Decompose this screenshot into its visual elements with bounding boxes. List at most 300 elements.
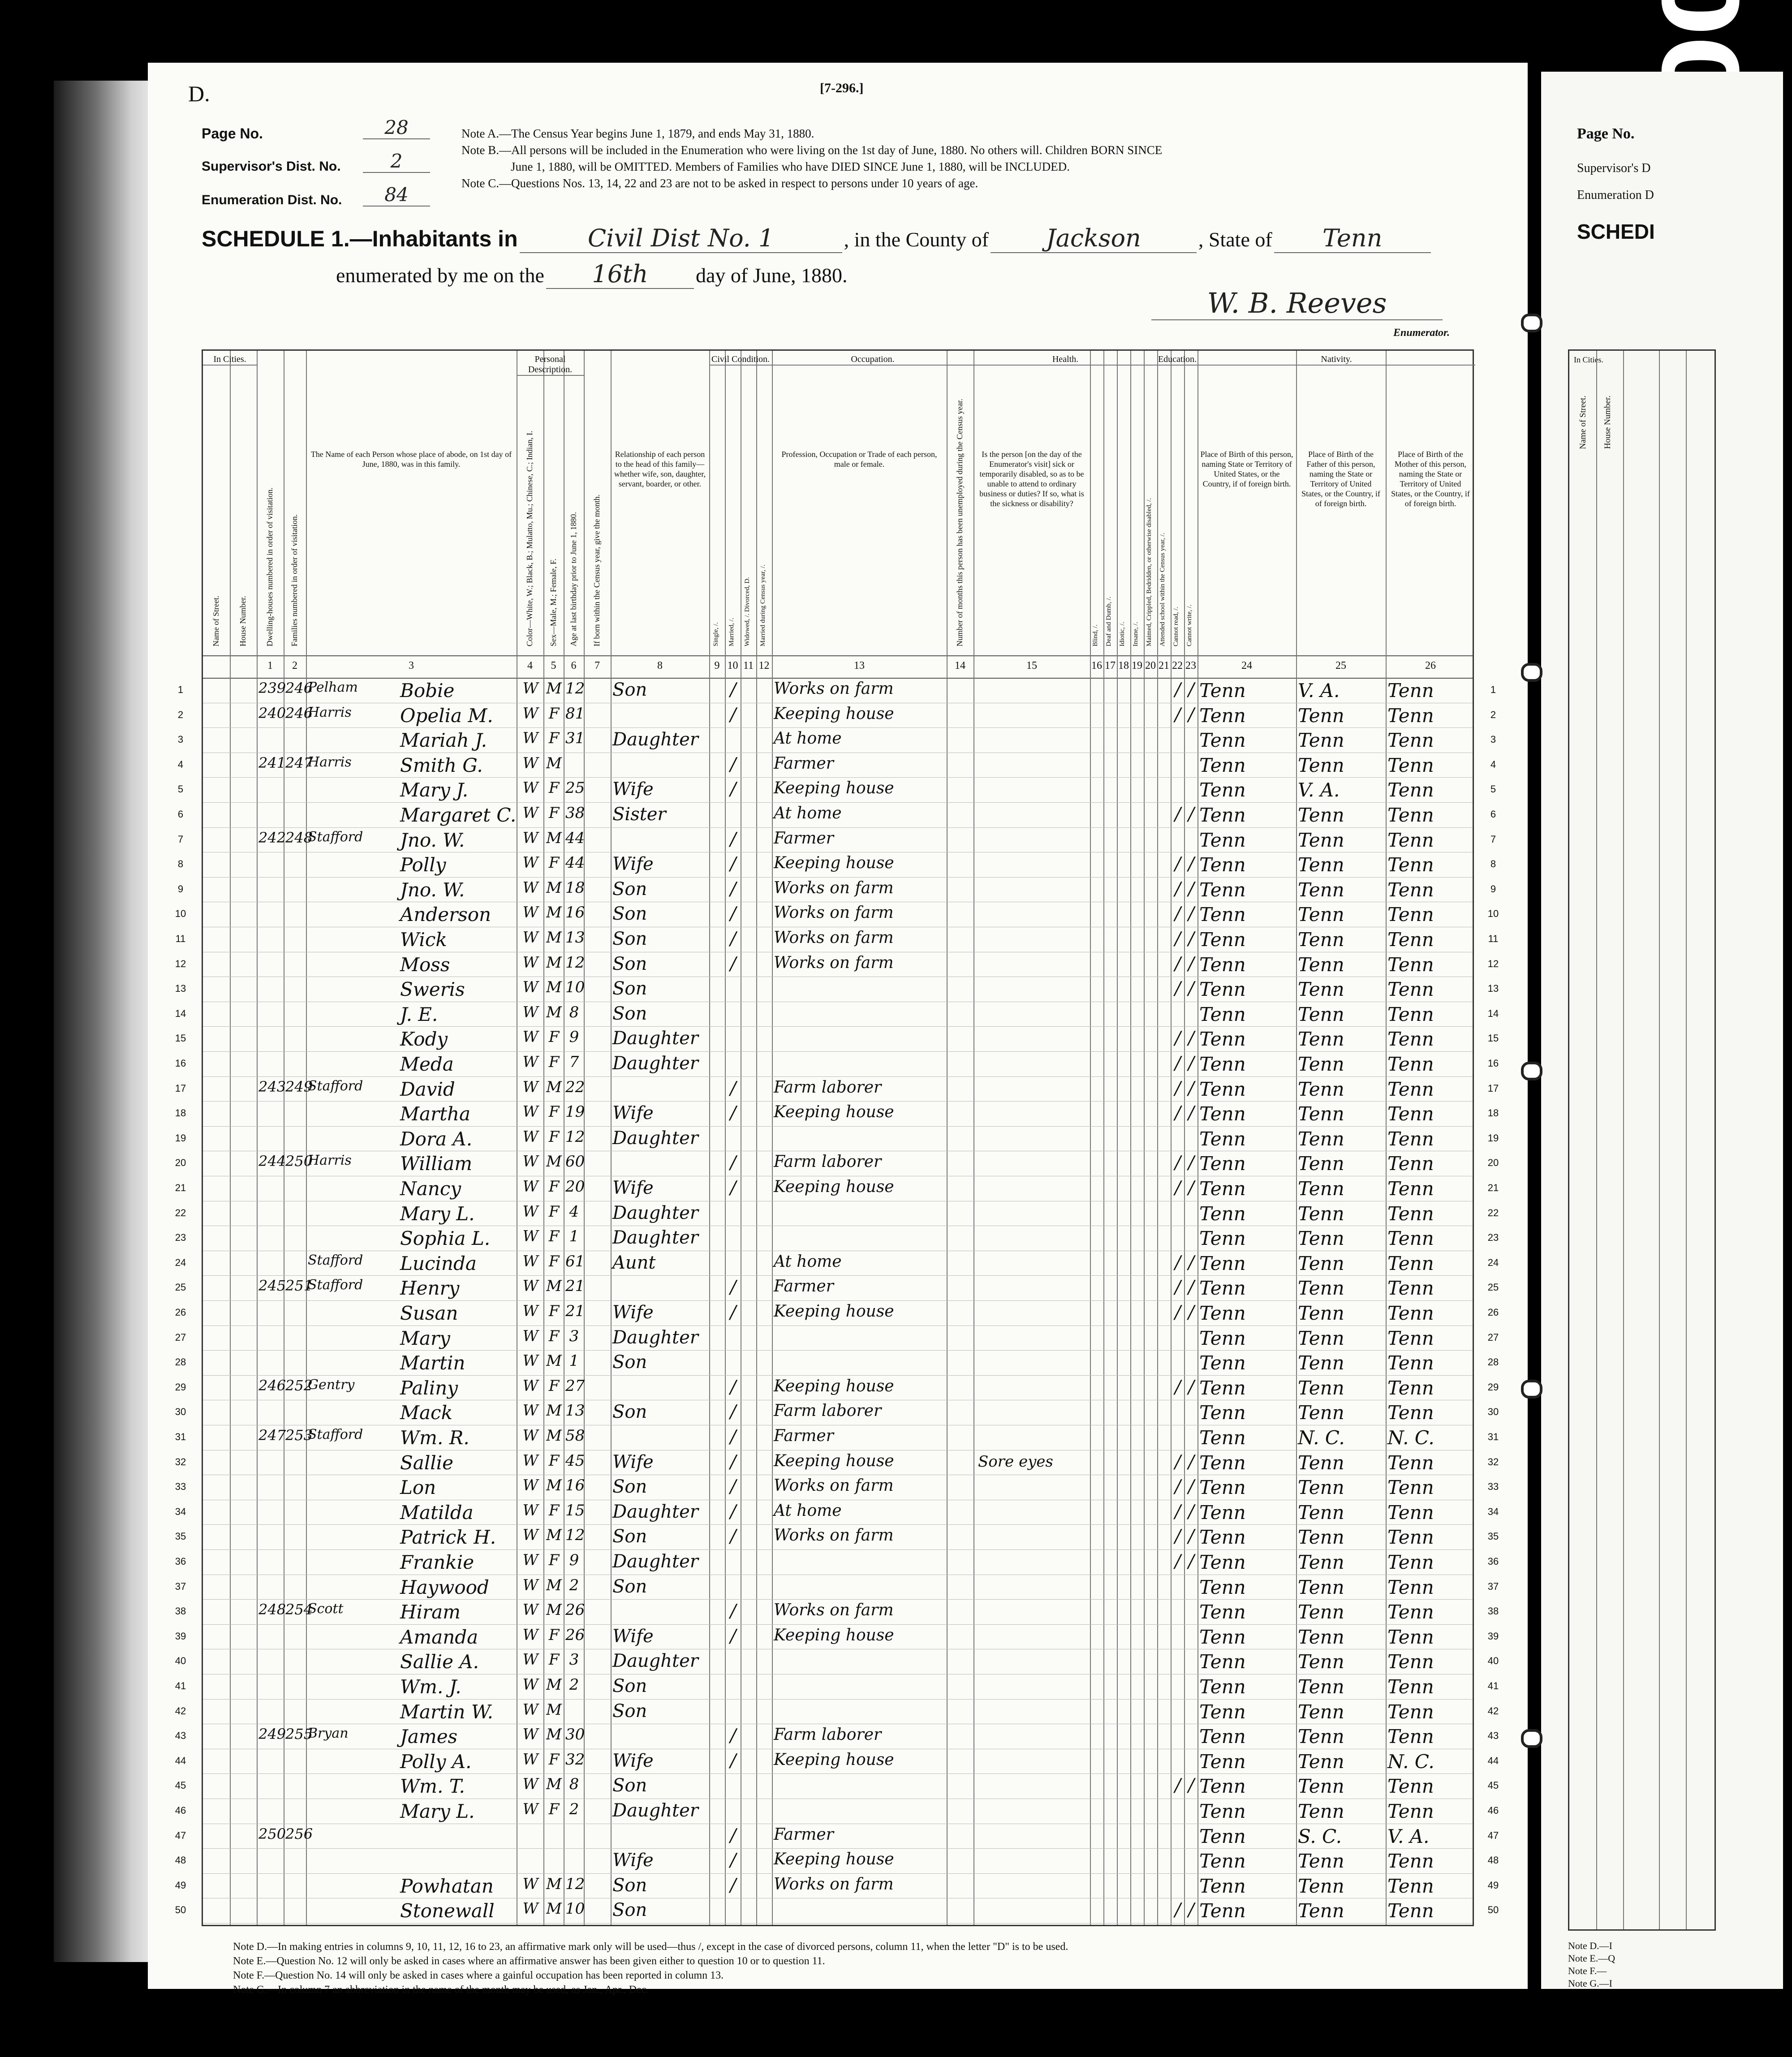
cell-rel: Son <box>612 978 647 999</box>
enumerated-label: enumerated by me on the <box>336 264 544 287</box>
row-number: 23 <box>175 1232 186 1244</box>
cell-given: Martha <box>400 1103 471 1125</box>
enumerated-line <box>336 260 848 289</box>
row-number: 35 <box>175 1531 186 1542</box>
row-number: 38 <box>175 1605 186 1617</box>
binder-ring-5 <box>1521 1729 1542 1748</box>
column-number-24: 24 <box>1241 660 1252 671</box>
cell-given: Mack <box>400 1402 453 1424</box>
cell-mpob: N. C. <box>1387 1750 1434 1773</box>
column-divider <box>725 351 726 1925</box>
row-number-right: 21 <box>1487 1182 1499 1193</box>
cell-sex: F <box>548 1053 560 1071</box>
cell-color: W <box>522 1576 538 1594</box>
cell-read: / <box>1175 680 1181 700</box>
cell-occ: Works on farm <box>774 929 894 947</box>
cell-civ: / <box>730 878 737 899</box>
cell-occ: Works on farm <box>774 1476 894 1495</box>
column-number-10: 10 <box>727 660 738 671</box>
cell-fpob: Tenn <box>1298 953 1344 976</box>
cell-age: 12 <box>565 680 585 697</box>
cell-age: 3 <box>569 1651 579 1669</box>
cell-dw: 246 <box>258 1377 286 1394</box>
cell-given: James <box>400 1726 458 1748</box>
cell-fpob: Tenn <box>1298 1775 1344 1798</box>
cell-mpob: Tenn <box>1387 829 1434 851</box>
schedule-line <box>202 224 1501 253</box>
cell-age: 16 <box>565 904 585 922</box>
cell-write: / <box>1188 1178 1194 1198</box>
cell-given: Patrick H. <box>400 1526 496 1549</box>
cell-sex: M <box>546 829 562 847</box>
cell-fpob: Tenn <box>1298 1078 1344 1100</box>
cell-given: Wm. R. <box>400 1427 470 1449</box>
cell-age: 3 <box>569 1327 579 1345</box>
cell-age: 8 <box>569 1775 579 1794</box>
cell-pob: Tenn <box>1199 1451 1246 1474</box>
cell-sex: M <box>546 1078 562 1096</box>
cell-age: 22 <box>565 1078 585 1096</box>
group-header-occupation: Occupation. <box>772 354 974 366</box>
column-number-20: 20 <box>1145 660 1156 671</box>
column-header-16: Is the person [on the day of the Enumerator's visit] sick or temporarily disabled, so as to be unable to attend to ordinary business or duties? If so, what is the sickness or disability? <box>979 450 1084 508</box>
cell-write: / <box>1188 878 1194 899</box>
cell-age: 2 <box>569 1676 579 1694</box>
cell-pob: Tenn <box>1199 1402 1246 1424</box>
cell-mpob: Tenn <box>1387 1700 1434 1723</box>
cell-given: Amanda <box>400 1626 478 1648</box>
cell-color: W <box>522 1900 538 1918</box>
note-f: Note F.—Question No. 14 will only be asked in cases where a gainful occupation has been reported in column 13. <box>233 1970 724 1981</box>
cell-given: David <box>400 1078 455 1100</box>
note-e: Note E.—Question No. 12 will only be asked in cases where an affirmative answer has been given either to question 10 or to question 11. <box>233 1955 825 1967</box>
row-line <box>203 877 1473 878</box>
cell-civ: / <box>730 779 737 800</box>
cell-sex: F <box>548 1377 560 1395</box>
cell-age: 2 <box>569 1800 579 1818</box>
cell-rel: Daughter <box>612 1227 698 1248</box>
row-number: 42 <box>175 1705 186 1717</box>
cell-civ: / <box>730 1750 737 1771</box>
row-number-right: 30 <box>1487 1406 1499 1418</box>
cell-surname: Bryan <box>308 1726 349 1742</box>
cell-fpob: Tenn <box>1298 1327 1344 1349</box>
cell-pob: Tenn <box>1199 1277 1246 1300</box>
row-number: 30 <box>175 1406 186 1418</box>
row-number: 22 <box>175 1207 186 1218</box>
column-divider <box>1090 351 1091 1925</box>
cell-color: W <box>522 704 538 723</box>
cell-age: 44 <box>565 829 585 847</box>
cell-mpob: Tenn <box>1387 1800 1434 1822</box>
cell-civ: / <box>730 680 737 700</box>
cell-age: 31 <box>565 729 585 748</box>
cell-color: W <box>522 1451 538 1470</box>
cell-color: W <box>522 1377 538 1395</box>
column-header-7: Age at last birthday prior to June 1, 1880. <box>569 512 578 646</box>
cell-fpob: Tenn <box>1298 804 1344 826</box>
note-b-cont: June 1, 1880, will be OMITTED. Members of Families who have DIED SINCE June 1, 1880, will be INCLUDED. <box>511 160 1070 173</box>
cell-sex: F <box>548 779 560 797</box>
column-header-8: If born within the Census year, give the month. <box>592 494 601 646</box>
cell-write: / <box>1188 978 1194 999</box>
row-number: 41 <box>175 1680 186 1691</box>
cell-fpob: N. C. <box>1298 1427 1345 1449</box>
cell-given: Sweris <box>400 978 465 1001</box>
cell-sex: M <box>546 1153 562 1171</box>
cell-sex: F <box>548 1651 560 1669</box>
column-header-6: Sex—Male, M.; Female, F. <box>548 558 558 646</box>
cell-rel: Son <box>612 680 647 700</box>
cell-rel: Daughter <box>612 729 698 750</box>
cell-civ: / <box>730 1875 737 1896</box>
cell-mpob: Tenn <box>1387 1078 1434 1100</box>
cell-occ: At home <box>774 1501 842 1520</box>
cell-read: / <box>1175 1178 1181 1198</box>
cell-mpob: Tenn <box>1387 754 1434 776</box>
row-line <box>203 1873 1473 1874</box>
cell-sex: M <box>546 1402 562 1420</box>
cell-write: / <box>1188 1775 1194 1796</box>
state-label: , State of <box>1198 228 1272 251</box>
cell-rel: Daughter <box>612 1202 698 1223</box>
cell-mpob: Tenn <box>1387 1028 1434 1050</box>
cell-mpob: Tenn <box>1387 1377 1434 1399</box>
cell-read: / <box>1175 953 1181 974</box>
cell-write: / <box>1188 1053 1194 1074</box>
next-page-table <box>1568 349 1716 1931</box>
column-header-17: Blind, /. <box>1092 624 1099 646</box>
cell-sex: M <box>546 904 562 922</box>
cell-given: Smith G. <box>400 754 483 776</box>
cell-read: / <box>1175 704 1181 725</box>
cell-pob: Tenn <box>1199 904 1246 926</box>
cell-civ: / <box>730 754 737 775</box>
cell-pob: Tenn <box>1199 1178 1246 1200</box>
column-divider <box>611 351 612 1925</box>
row-number-right: 19 <box>1487 1132 1499 1144</box>
cell-given: Sallie A. <box>400 1651 479 1673</box>
row-number-right: 23 <box>1487 1232 1499 1244</box>
cell-civ: / <box>730 904 737 925</box>
cell-mpob: Tenn <box>1387 1551 1434 1573</box>
row-number-right: 49 <box>1487 1879 1499 1891</box>
cell-write: / <box>1188 1526 1194 1547</box>
cell-mpob: Tenn <box>1387 1526 1434 1549</box>
cell-pob: Tenn <box>1199 680 1246 701</box>
cell-color: W <box>522 953 538 972</box>
cell-color: W <box>522 1352 538 1370</box>
cell-write: / <box>1188 904 1194 925</box>
cell-read: / <box>1175 878 1181 899</box>
cell-sex: M <box>546 1676 562 1694</box>
cell-write: / <box>1188 704 1194 725</box>
cell-age: 26 <box>565 1601 585 1619</box>
binder-ring-2 <box>1521 663 1542 682</box>
column-number-1: 1 <box>267 660 273 671</box>
cell-rel: Son <box>612 1402 647 1423</box>
note-a: Note A.—The Census Year begins June 1, 1879, and ends May 31, 1880. <box>461 127 814 140</box>
cell-fpob: V. A. <box>1298 680 1340 701</box>
cell-pob: Tenn <box>1199 779 1246 801</box>
cell-read: / <box>1175 1153 1181 1174</box>
column-header-26: Place of Birth of the Father of this person, naming the State or Territory of United States, or the Country, if of foreign birth. <box>1301 450 1380 508</box>
cell-age: 30 <box>565 1726 585 1744</box>
cell-occ: Farmer <box>774 754 834 773</box>
cell-pob: Tenn <box>1199 729 1246 752</box>
cell-mpob: N. C. <box>1387 1427 1434 1449</box>
cell-fpob: Tenn <box>1298 854 1344 876</box>
cell-pob: Tenn <box>1199 1327 1246 1349</box>
cell-occ: Works on farm <box>774 953 894 972</box>
cell-fpob: Tenn <box>1298 878 1344 901</box>
county-label: , in the County of <box>844 228 989 251</box>
cell-sex: F <box>548 1202 560 1221</box>
cell-age: 27 <box>565 1377 585 1395</box>
row-number-right: 6 <box>1490 809 1496 820</box>
group-header-education: Education. <box>1157 354 1198 366</box>
cell-color: W <box>522 978 538 997</box>
cell-sex: M <box>546 978 562 997</box>
column-number-8: 8 <box>657 660 663 671</box>
cell-civ: / <box>730 1501 737 1522</box>
row-number: 29 <box>175 1381 186 1393</box>
row-number: 25 <box>175 1282 186 1293</box>
cell-sex: M <box>546 1476 562 1495</box>
column-header-27: Place of Birth of the Mother of this person, naming the State or Territory of United States, or the Country, if of foreign birth. <box>1391 450 1470 508</box>
cell-age: 58 <box>565 1427 585 1445</box>
cell-color: W <box>522 754 538 772</box>
cell-color: W <box>522 779 538 797</box>
cell-given: Jno. W. <box>400 878 465 901</box>
cell-fpob: Tenn <box>1298 1601 1344 1623</box>
cell-rel: Son <box>612 1900 647 1921</box>
cell-age: 60 <box>565 1153 585 1171</box>
column-divider <box>1386 351 1387 1925</box>
row-number-right: 3 <box>1490 734 1496 745</box>
binding-edge <box>54 81 157 1962</box>
row-number: 21 <box>175 1182 186 1193</box>
cell-occ: Works on farm <box>774 878 894 897</box>
cell-given: Anderson <box>400 904 491 926</box>
cell-mpob: Tenn <box>1387 1153 1434 1175</box>
cell-surname: Stafford <box>308 1277 363 1293</box>
row-number-right: 43 <box>1487 1730 1499 1742</box>
cell-occ: At home <box>774 1252 842 1271</box>
row-line <box>203 827 1473 828</box>
cell-read: / <box>1175 1252 1181 1273</box>
cell-occ: Farmer <box>774 1825 834 1844</box>
cell-read: / <box>1175 1526 1181 1547</box>
cell-civ: / <box>730 1526 737 1547</box>
cell-fam: 254 <box>285 1601 313 1618</box>
cell-surname: Gentry <box>308 1377 355 1393</box>
cell-color: W <box>522 1501 538 1519</box>
cell-age: 9 <box>569 1551 579 1569</box>
cell-rel: Son <box>612 953 647 974</box>
cell-pob: Tenn <box>1199 829 1246 851</box>
row-number: 13 <box>175 983 186 994</box>
cell-pob: Tenn <box>1199 1651 1246 1673</box>
cell-fpob: Tenn <box>1298 1750 1344 1773</box>
cell-rel: Sister <box>612 804 666 825</box>
cell-mpob: V. A. <box>1387 1825 1430 1847</box>
cell-given: Dora A. <box>400 1127 473 1150</box>
row-number-right: 40 <box>1487 1655 1499 1667</box>
cell-given: Stonewall <box>400 1900 495 1922</box>
cell-write: / <box>1188 854 1194 875</box>
column-number-9: 9 <box>714 660 720 671</box>
cell-fpob: Tenn <box>1298 1726 1344 1748</box>
row-number-right: 1 <box>1490 684 1496 695</box>
cell-fpob: Tenn <box>1298 1551 1344 1573</box>
cell-pob: Tenn <box>1199 1103 1246 1125</box>
cell-civ: / <box>730 1103 737 1124</box>
cell-color: W <box>522 1676 538 1694</box>
cell-rel: Son <box>612 878 647 899</box>
cell-occ: Keeping house <box>774 1626 894 1644</box>
cell-mpob: Tenn <box>1387 1875 1434 1897</box>
cell-occ: Farm laborer <box>774 1153 882 1171</box>
row-line <box>203 802 1473 803</box>
cell-health-row-32: Sore eyes <box>978 1452 1053 1471</box>
cell-given: Polly <box>400 854 446 876</box>
column-header-21: Maimed, Crippled, Bedridden, or otherwise disabled, /. <box>1146 498 1153 646</box>
column-header-0: Name of Street. <box>211 595 220 646</box>
cell-rel: Daughter <box>612 1551 698 1572</box>
note-g: Note G.—In column 7 an abbreviation in the name of the month may be used, as Jan., Apr., Dec. <box>233 1984 649 1996</box>
row-number-right: 4 <box>1490 758 1496 770</box>
row-number: 44 <box>175 1755 186 1766</box>
cell-given: Bobie <box>400 680 455 701</box>
cell-fpob: Tenn <box>1298 1277 1344 1300</box>
cell-fpob: Tenn <box>1298 1451 1344 1474</box>
column-number-17: 17 <box>1105 660 1116 671</box>
cell-fam: 246 <box>285 704 313 722</box>
cell-dw: 249 <box>258 1726 286 1743</box>
cell-dw: 245 <box>258 1277 286 1295</box>
column-divider <box>1117 351 1118 1925</box>
column-number-row <box>203 655 1473 679</box>
row-number: 10 <box>175 908 186 920</box>
column-number-19: 19 <box>1132 660 1142 671</box>
cell-surname: Scott <box>308 1601 344 1617</box>
next-page-note-g: Note G.—I <box>1568 1978 1612 1989</box>
row-number: 8 <box>177 858 184 870</box>
row-number: 36 <box>175 1556 186 1567</box>
cell-fpob: Tenn <box>1298 1252 1344 1274</box>
cell-given: Mary L. <box>400 1800 475 1822</box>
cell-rel: Daughter <box>612 1327 698 1348</box>
note-c: Note C.—Questions Nos. 13, 14, 22 and 23 are not to be asked in respect to persons under 10 years of age. <box>461 176 978 190</box>
cell-mpob: Tenn <box>1387 680 1434 701</box>
cell-rel: Daughter <box>612 1501 698 1522</box>
cell-dw: 241 <box>258 754 286 771</box>
cell-fam: 246 <box>285 680 313 697</box>
cell-occ: Keeping house <box>774 1850 894 1869</box>
cell-given: Powhatan <box>400 1875 494 1897</box>
cell-sex: F <box>548 1127 560 1146</box>
cell-civ: / <box>730 1451 737 1472</box>
column-header-2: Dwelling-houses numbered in order of visitation. <box>265 487 274 646</box>
row-number-right: 47 <box>1487 1829 1499 1841</box>
cell-sex: F <box>548 729 560 748</box>
cell-given: Mary <box>400 1327 450 1349</box>
cell-mpob: Tenn <box>1387 878 1434 901</box>
cell-mpob: Tenn <box>1387 1601 1434 1623</box>
cell-rel: Son <box>612 1576 647 1597</box>
enumeration-date-suffix: day of June, 1880. <box>695 264 848 287</box>
cell-pob: Tenn <box>1199 1576 1246 1598</box>
cell-pob: Tenn <box>1199 1601 1246 1623</box>
cell-fam: 248 <box>285 829 313 846</box>
cell-given: Henry <box>400 1277 460 1300</box>
cell-fpob: Tenn <box>1298 1626 1344 1648</box>
cell-given: William <box>400 1153 473 1175</box>
cell-fpob: Tenn <box>1298 904 1344 926</box>
cell-sex: F <box>548 1501 560 1519</box>
cell-sex: M <box>546 878 562 897</box>
cell-rel: Wife <box>612 1626 654 1647</box>
cell-sex: F <box>548 1178 560 1196</box>
column-header-1: House Number. <box>238 596 247 646</box>
row-number-right: 50 <box>1487 1904 1499 1916</box>
cell-sex: F <box>548 1551 560 1569</box>
form-number: [7-296.] <box>820 81 864 95</box>
column-divider <box>257 351 258 1925</box>
cell-age: 20 <box>565 1178 585 1196</box>
column-header-19: Idiotic, /. <box>1119 622 1126 646</box>
cell-sex: F <box>548 1103 560 1121</box>
cell-occ: Works on farm <box>774 1875 894 1893</box>
row-number: 15 <box>175 1033 186 1044</box>
cell-civ: / <box>730 1825 737 1846</box>
row-number: 4 <box>177 758 184 770</box>
cell-fam: 253 <box>285 1427 313 1444</box>
column-number-12: 12 <box>758 660 770 671</box>
note-d: Note D.—In making entries in columns 9, 10, 11, 12, 16 to 23, an affirmative mark only will be used—thus /, except in the case of divorced persons, column 11, when the letter "D" is to be used. <box>233 1941 1068 1953</box>
row-number: 46 <box>175 1805 186 1816</box>
column-header-13: Married during Census year, /. <box>759 564 767 646</box>
cell-civ: / <box>730 1277 737 1298</box>
cell-rel: Daughter <box>612 1127 698 1149</box>
enumeration-label: Enumeration Dist. No. <box>202 193 342 207</box>
row-number: 6 <box>177 809 184 820</box>
cell-color: W <box>522 1476 538 1495</box>
cell-surname: Harris <box>308 1153 352 1169</box>
cell-age: 7 <box>569 1053 579 1071</box>
cell-fpob: Tenn <box>1298 729 1344 752</box>
cell-write: / <box>1188 1476 1194 1498</box>
row-number-right: 15 <box>1487 1033 1499 1044</box>
cell-surname: Pelham <box>308 680 358 695</box>
row-line <box>203 1848 1473 1849</box>
cell-rel: Son <box>612 1476 647 1498</box>
cell-sex: M <box>546 1875 562 1893</box>
cell-fpob: Tenn <box>1298 929 1344 951</box>
cell-pob: Tenn <box>1199 1875 1246 1897</box>
cell-occ: Keeping house <box>774 1451 894 1470</box>
cell-given: Kody <box>400 1028 448 1050</box>
column-number-15: 15 <box>1026 660 1037 671</box>
cell-surname: Stafford <box>308 829 363 845</box>
cell-given: Paliny <box>400 1377 458 1399</box>
cell-sex: M <box>546 1277 562 1295</box>
row-number-right: 46 <box>1487 1805 1499 1816</box>
cell-sex: F <box>548 854 560 872</box>
column-number-5: 5 <box>551 660 556 671</box>
column-divider <box>1157 351 1158 1925</box>
